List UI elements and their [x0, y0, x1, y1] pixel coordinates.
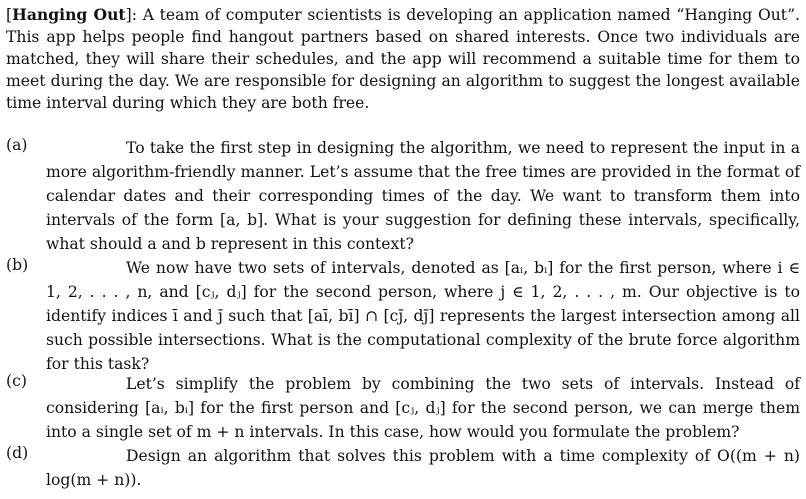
subquestion-text: We now have two sets of intervals, denoted as [aᵢ, bᵢ] for the first person, where i ∈ 1, 2, . . . , n, and [cⱼ, dⱼ] for the second person, where j ∈ 1, 2, . . . , m. Our objective is to identify indices ī and j̄ such that [aī, bī] ∩ [cj̄, dj̄] represents the largest intersection among all such possible intersections. What is the computational complexity of the brute force algorithm for this task? — [46, 259, 800, 373]
subquestion-text: Design an algorithm that solves this problem with a time complexity of O((m + n) log(m + n)). — [46, 447, 800, 489]
intro-text: : A team of computer scientists is developing an application named “Hanging Out”. This app helps people find hangout partners based on shared interests. Once two individuals are matched, they will share their schedules, and the app will recommend a suitable time for them to meet during the day. We are responsible for designing an algorithm to suggest the longest available time interval during which they are both free. — [6, 6, 800, 112]
heading-bracket-open: [ — [6, 6, 13, 24]
subquestion-text: Let’s simplify the problem by combining the two sets of intervals. Instead of considering [aᵢ, bᵢ] for the first person and [cⱼ, dⱼ] for the second person, we can merge them into a single set of m + n intervals. In this case, how would you formulate the problem? — [46, 375, 800, 441]
problem-statement — [6, 4, 800, 114]
subquestion-text: To take the first step in designing the algorithm, we need to represent the input in a more algorithm-friendly manner. Let’s assume that the free times are provided in the format of calendar dates and their corresponding times of the day. We want to transform them into intervals of the form [a, b]. What is your suggestion for defining these intervals, specifically, what should a and b represent in this context? — [46, 139, 800, 253]
problem-heading: Hanging Out — [12, 5, 126, 24]
subquestion-label: (a) — [6, 136, 28, 154]
subquestion-label: (c) — [6, 372, 27, 390]
intro-paragraph — [6, 4, 800, 114]
subquestion-label: (d) — [6, 444, 29, 462]
subquestion-label: (b) — [6, 256, 29, 274]
heading-bracket-close: ] — [125, 6, 132, 24]
